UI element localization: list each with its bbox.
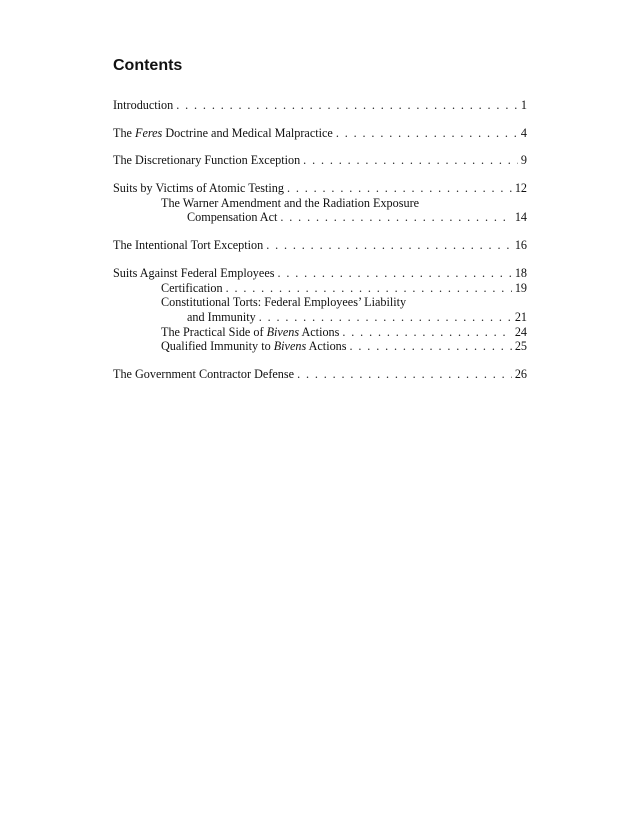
toc-page-number: 4 <box>520 125 527 140</box>
toc-page-number: 16 <box>514 238 527 253</box>
dot-leader <box>287 181 512 196</box>
toc-group-federal-employees <box>113 266 527 354</box>
toc-entry-intentional-tort[interactable] <box>113 238 527 253</box>
toc-entry-federal-employees[interactable] <box>113 266 527 281</box>
toc-group-feres <box>113 126 527 141</box>
toc-page-number: 9 <box>520 153 527 168</box>
toc-subentry-certification[interactable] <box>113 281 527 296</box>
toc-group-introduction <box>113 98 527 113</box>
toc-page-number: 19 <box>514 280 527 295</box>
toc-page-number: 18 <box>514 265 527 280</box>
toc-entry-feres-doctrine[interactable] <box>113 126 527 141</box>
toc-subentry-qualified-immunity[interactable] <box>113 339 527 354</box>
toc-entry-label: Suits by Victims of Atomic Testing <box>113 181 284 196</box>
toc-page-number: 12 <box>514 181 527 196</box>
toc-entry-introduction[interactable] <box>113 98 527 113</box>
toc-entry-atomic-testing[interactable] <box>113 181 527 196</box>
contents-heading: Contents <box>113 57 183 74</box>
toc-page-number: 14 <box>514 210 527 225</box>
toc-entry-label: and Immunity <box>187 309 256 324</box>
toc-page-number: 1 <box>520 98 527 112</box>
toc-page-number: 24 <box>514 324 527 339</box>
toc-page-number: 26 <box>514 366 527 381</box>
toc-entry-discretionary-function[interactable] <box>113 153 527 168</box>
toc-group-intentional-tort <box>113 238 527 253</box>
toc-page-number: 25 <box>514 339 527 354</box>
dot-leader <box>303 153 518 168</box>
toc-subentry-constitutional-line1[interactable]: Constitutional Torts: Federal Employees’ Liability <box>161 295 407 310</box>
dot-leader <box>350 339 512 354</box>
toc-entry-label: The Feres Doctrine and Medical Malpractice <box>113 125 333 140</box>
dot-leader <box>342 325 511 340</box>
dot-leader <box>176 98 518 113</box>
toc-page-number: 21 <box>514 309 527 324</box>
toc-group-discretionary <box>113 153 527 168</box>
toc-entry-label: The Practical Side of Bivens Actions <box>161 324 340 339</box>
dot-leader <box>280 210 511 225</box>
toc-entry-label: Suits Against Federal Employees <box>113 265 275 280</box>
toc-subentry-constitutional-torts[interactable] <box>113 310 527 325</box>
toc-subentry-practical-side[interactable] <box>113 325 527 340</box>
dot-leader <box>277 266 511 281</box>
toc-entry-label: The Discretionary Function Exception <box>113 153 301 168</box>
toc-entry-contractor-defense[interactable] <box>113 367 527 382</box>
toc-entry-label: Introduction <box>113 98 174 112</box>
toc-entry-label: The Government Contractor Defense <box>113 366 295 381</box>
toc-group-atomic-testing <box>113 181 527 225</box>
dot-leader <box>226 281 512 296</box>
toc-entry-label: Compensation Act <box>187 210 278 225</box>
dot-leader <box>336 126 518 141</box>
table-of-contents <box>113 98 527 395</box>
toc-entry-label: Qualified Immunity to Bivens Actions <box>161 339 347 354</box>
dot-leader <box>259 310 512 325</box>
toc-subentry-warner-amendment[interactable] <box>113 210 527 225</box>
toc-entry-label: Certification <box>161 280 223 295</box>
toc-entry-label: The Intentional Tort Exception <box>113 238 264 253</box>
toc-subentry-warner-line1[interactable]: The Warner Amendment and the Radiation Exposure <box>161 195 420 210</box>
toc-group-contractor-defense <box>113 367 527 382</box>
dot-leader <box>297 367 512 382</box>
dot-leader <box>266 238 512 253</box>
